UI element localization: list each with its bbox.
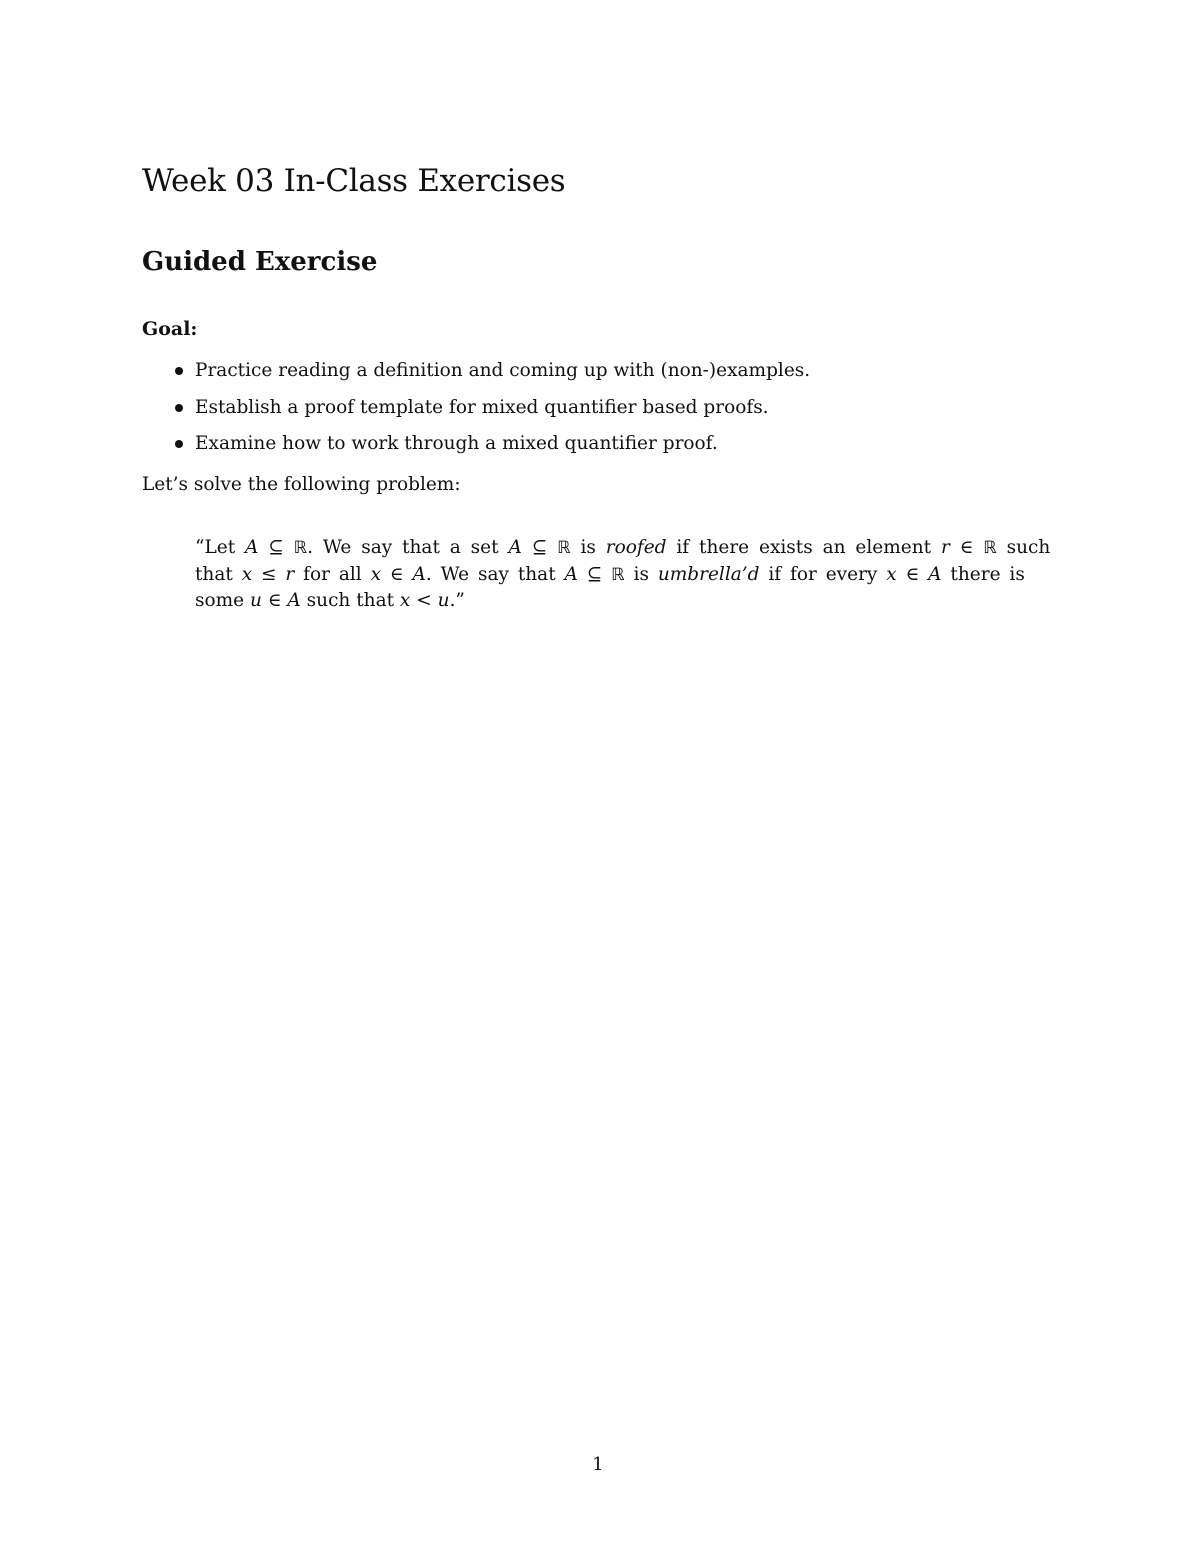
text-run: such that [300, 590, 400, 611]
math-var: A [508, 537, 522, 558]
math-reals: ℝ [611, 564, 625, 585]
text-run: if there exists an element [666, 537, 941, 558]
text-run: if for every [759, 563, 887, 585]
text-run: “Let [195, 537, 246, 558]
text-run: . We say that a set [307, 537, 509, 558]
goal-label: Goal: [142, 318, 198, 340]
math-var: A [412, 563, 426, 585]
text-run: that [195, 563, 242, 585]
problem-line-2 [195, 562, 1025, 589]
goal-item-text: Practice reading a definition and coming up with (non-)examples. [195, 360, 811, 381]
lead-text: Let’s solve the following problem: [142, 474, 461, 495]
math-rel: ∈ [949, 537, 984, 558]
problem-line-1 [195, 535, 1051, 562]
text-run: .” [449, 590, 465, 611]
math-rel: ∈ [381, 563, 413, 585]
text-run: some [195, 590, 251, 611]
goal-item [142, 395, 810, 432]
math-rel: ⊆ [521, 537, 558, 558]
bullet-icon [175, 367, 183, 375]
math-var: A [564, 563, 578, 585]
math-var: A [287, 590, 301, 611]
math-var: u [437, 590, 450, 611]
text-run: is [624, 563, 658, 585]
goal-item-text: Examine how to work through a mixed quantifier proof. [195, 433, 718, 454]
math-var: r [285, 563, 295, 585]
problem-line-3 [195, 588, 1025, 615]
goal-item [142, 358, 810, 395]
bullet-icon [175, 404, 183, 412]
document-title: Week 03 In-Class Exercises [142, 163, 566, 199]
math-reals: ℝ [983, 538, 997, 558]
math-rel: ∈ [896, 563, 929, 585]
math-var: A [245, 537, 259, 558]
math-rel: < [410, 590, 438, 611]
text-run: such [996, 537, 1051, 558]
goal-list [142, 358, 810, 468]
text-run: there is [941, 563, 1025, 585]
math-var: x [370, 563, 382, 585]
goal-item [142, 431, 810, 468]
text-run: is [570, 537, 606, 558]
math-rel: ⊆ [577, 563, 612, 585]
math-var: x [886, 563, 897, 585]
text-run: for all [294, 563, 371, 585]
term-roofed: roofed [605, 537, 667, 558]
page-number: 1 [592, 1454, 604, 1475]
math-var: r [940, 537, 950, 558]
section-heading: Guided Exercise [142, 247, 378, 277]
math-reals: ℝ [557, 538, 571, 558]
goal-item-text: Establish a proof template for mixed quantifier based proofs. [195, 396, 769, 418]
math-var: u [250, 590, 262, 611]
math-rel: ⊆ [258, 537, 294, 558]
math-rel: ≤ [252, 563, 286, 585]
math-var: x [241, 563, 253, 585]
bullet-icon [175, 440, 183, 448]
term-umbrellad: umbrella’d [657, 563, 760, 585]
text-run: . We say that [425, 563, 565, 585]
math-var: A [928, 563, 942, 585]
math-reals: ℝ [293, 538, 308, 558]
problem-quote [195, 535, 1051, 615]
math-var: x [399, 590, 411, 611]
math-rel: ∈ [261, 590, 288, 611]
